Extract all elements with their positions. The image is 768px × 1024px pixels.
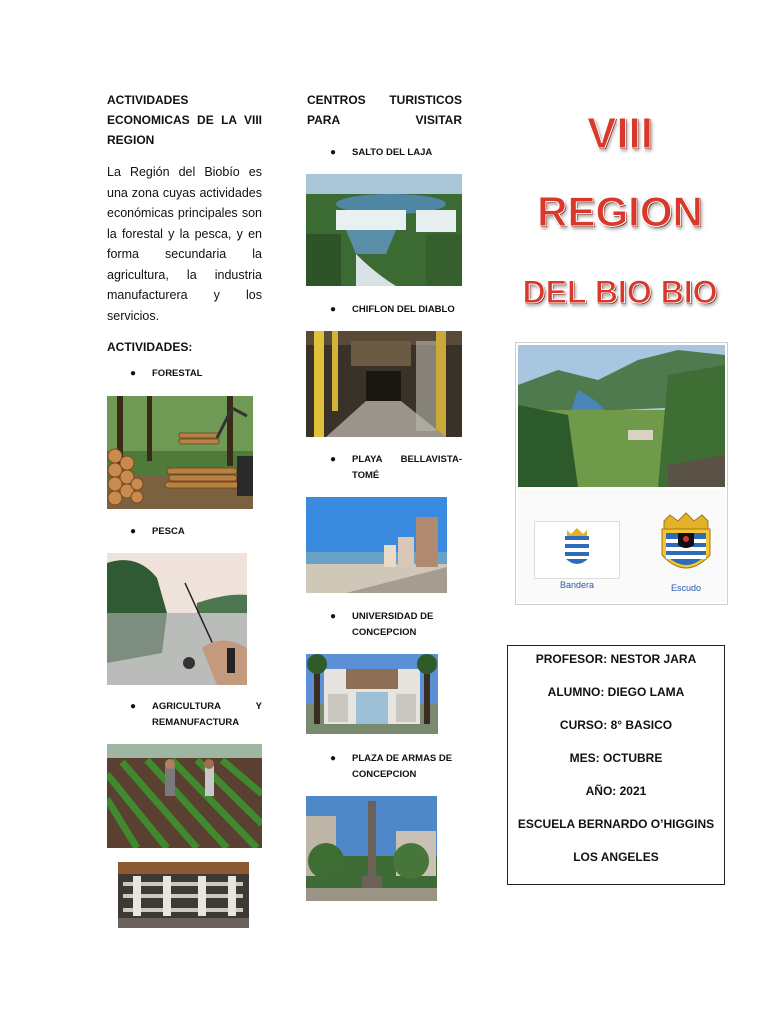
escudo-shield [656,511,716,593]
profesor-line: PROFESOR: NESTOR JARA [535,652,697,666]
bandera-flag [534,521,620,590]
list-item-label: AGRICULTURA Y REMANUFACTURA [152,701,262,728]
alumno-line: ALUMNO: DIEGO LAMA [547,685,685,699]
list-item-label: PLAYA BELLAVISTA-TOMÉ [352,454,462,481]
list-item-label: FORESTAL [152,368,203,379]
plaza-de-armas-photo [306,796,437,901]
bandera-icon [535,522,619,578]
list-item-salto-del-laja [330,145,462,161]
salto-del-laja-photo [306,174,462,286]
region-card [515,342,728,605]
bullet-icon: ● [330,454,337,465]
agricultura-photo [107,744,262,848]
list-item-agricultura [130,699,262,731]
universidad-photo [306,654,438,734]
playa-bellavista-photo [306,497,447,593]
list-item-label: SALTO DEL LAJA [352,147,433,158]
bullet-icon: ● [330,147,337,158]
escudo-label: Escudo [670,583,702,593]
bullet-icon: ● [330,753,337,764]
title-region: REGION [537,188,703,235]
bullet-icon: ● [330,304,337,315]
symbols-panel [518,489,725,602]
pesca-photo [107,553,247,685]
list-item-plaza-de-armas [330,751,462,783]
bullet-icon: ● [130,368,137,379]
list-item-forestal [130,366,260,382]
list-item-label: PLAZA DE ARMAS DE CONCEPCION [352,753,453,780]
list-item-label: CHIFLON DEL DIABLO [352,304,455,315]
anio-line: AÑO: 2021 [585,784,647,798]
list-item-label: PESCA [152,526,185,537]
curso-line: CURSO: 8° BASICO [559,718,673,732]
list-item-pesca [130,524,260,540]
middle-heading-text: CENTROS TURISTICOS PARA VISITAR [307,93,462,127]
chiflon-del-diablo-photo [306,331,462,437]
title-del-bio-bio: DEL BIO BIO [522,274,718,310]
manufactura-photo [118,862,249,928]
info-box [507,645,725,885]
forestal-photo [107,396,253,509]
bullet-icon: ● [130,701,137,712]
ciudad-line: LOS ANGELES [573,850,659,864]
list-item-label: UNIVERSIDAD DE CONCEPCION [352,611,434,638]
left-paragraph: La Región del Biobío es una zona cuyas actividades económicas principales son la forestal y la pesca, y en forma secundaria la agricultura, la industria manufacturera y los servicios. [107,165,262,323]
list-item-universidad [330,609,462,641]
middle-heading [307,90,462,130]
title-viii: VIII [586,109,654,158]
list-item-chiflon-del-diablo [330,302,462,318]
bullet-icon: ● [330,611,337,622]
left-heading: ACTIVIDADES ECONOMICAS DE LA VIII REGION [107,93,262,147]
mes-line: MES: OCTUBRE [569,751,663,765]
region-landscape-photo [518,345,725,487]
bandera-label: Bandera [559,580,595,590]
list-item-playa-bellavista [330,452,462,484]
bullet-icon: ● [130,526,137,537]
activities-label: ACTIVIDADES: [107,340,193,354]
escudo-icon [656,511,716,581]
escuela-line: ESCUELA BERNARDO O’HIGGINS [517,817,715,831]
